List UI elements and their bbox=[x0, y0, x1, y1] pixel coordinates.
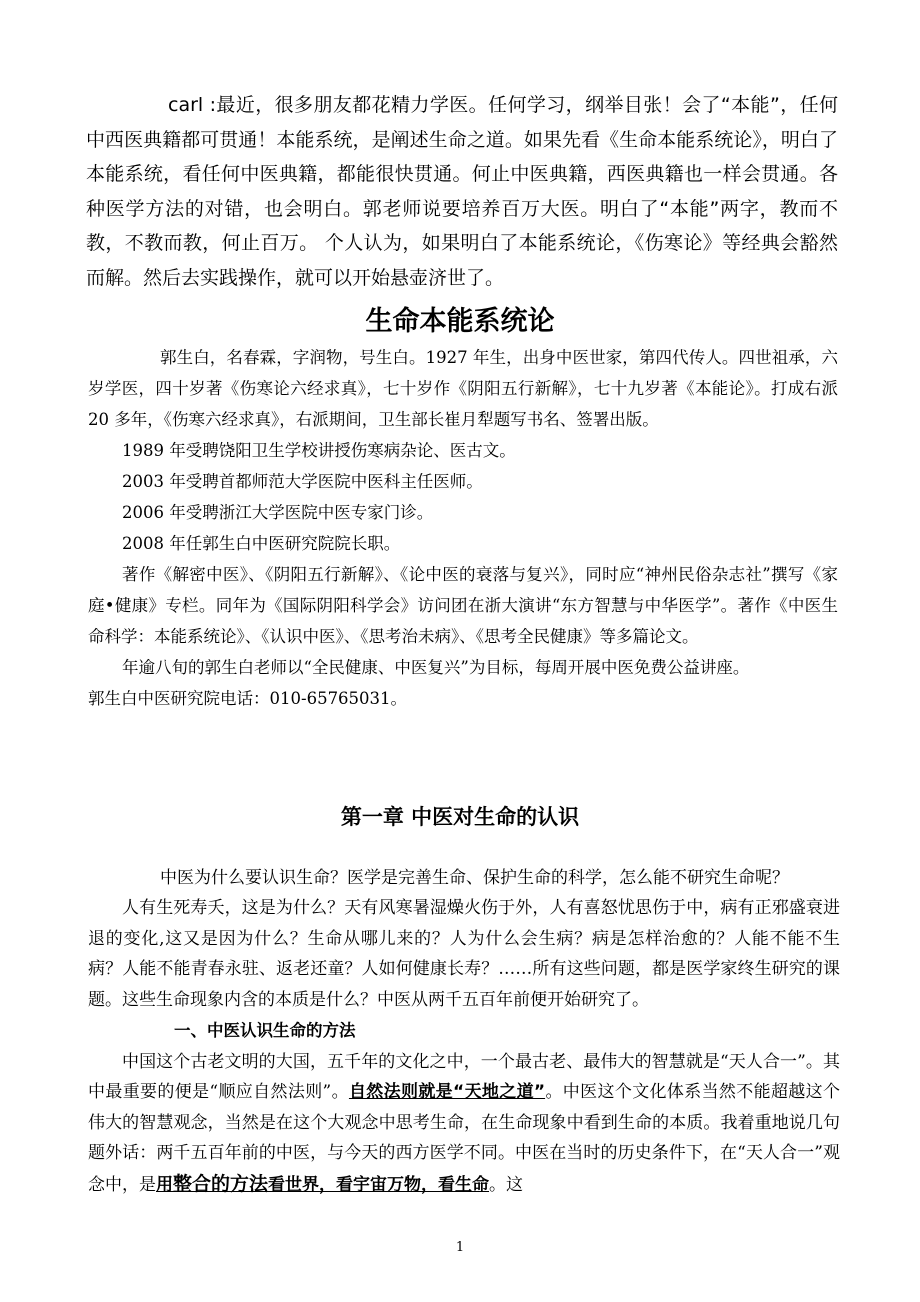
underlined-emphasis: 用 bbox=[156, 1174, 173, 1195]
underlined-emphasis-large: 整合的方法 bbox=[173, 1172, 269, 1195]
body-paragraph: 中医为什么要认识生命？医学是完善生命、保护生命的科学，怎么能不研究生命呢？ bbox=[160, 868, 789, 888]
page-number: 1 bbox=[455, 1240, 465, 1255]
text-run: 中国这个古老文明的大国，五千年的文化之中，一个最古老、最伟大的智慧就是“天人合一”。其中最重要的便是“顺应自然法则”。 bbox=[88, 1052, 840, 1103]
author-bio bbox=[88, 342, 838, 714]
bio-contact: 郭生白中医研究院电话：010-65765031。 bbox=[88, 689, 408, 708]
bio-paragraph: 2006 年受聘浙江大学医院中医专家门诊。 bbox=[122, 503, 434, 522]
underlined-emphasis: 看世界，看宇宙万物，看生命 bbox=[268, 1174, 490, 1195]
bio-paragraph: 著作《解密中医》、《阴阳五行新解》、《论中医的衰落与复兴》，同时应“神州民俗杂志社”撰写《家庭•健康》专栏。同年为《国际阴阳科学会》访问团在浙大演讲“东方智慧与中华医学”。著作《中医生命科学：本能系统论》、《认识中医》、《思考治未病》、《思考全民健康》等多篇论文。 bbox=[88, 565, 838, 646]
text-run: 。这 bbox=[489, 1174, 524, 1195]
bio-paragraph: 1989 年受聘饶阳卫生学校讲授伤寒病杂论、医古文。 bbox=[122, 441, 516, 460]
text-run: 。中医这个文化体系当然不能超越这个伟大的智慧观念，当然是在这个大观念中思考生命，在生命现象中看到生命的本质。我着重地说几句题外话：两千五百年前的中医，与今天的西方医学不同。中医在当时的历史条件下，在“天人合一”观念中，是 bbox=[88, 1082, 841, 1195]
section-heading: 一、中医认识生命的方法 bbox=[174, 1021, 356, 1041]
body-paragraph bbox=[88, 1047, 840, 1200]
bio-paragraph: 2008 年任郭生白中医研究院院长职。 bbox=[122, 534, 401, 553]
intro-paragraph: carl :最近，很多朋友都花精力学医。任何学习，纲举目张！会了“本能”，任何中西医典籍都可贯通！本能系统，是阐述生命之道。如果先看《生命本能系统论》，明白了本能系统，看任何中医典籍，都能很快贯通。何止中医典籍，西医典籍也一样会贯通。各种医学方法的对错，也会明白。郭老师说要培养百万大医。明白了“本能”两字，教而不教，不教而教，何止百万。 个人认为，如果明白了本能系统论，《伤寒论》等经典会豁然而解。然后去实践操作，就可以开始悬壶济世了。 bbox=[86, 94, 838, 289]
document-title: 生命本能系统论 bbox=[365, 306, 555, 337]
bio-paragraph: 年逾八旬的郭生白老师以“全民健康、中医复兴”为目标，每周开展中医免费公益讲座。 bbox=[122, 658, 750, 677]
body-paragraph: 人有生死寿夭，这是为什么？天有风寒暑湿燥火伤于外，人有喜怒忧思伤于中，病有正邪盛衰进退的变化,这又是因为什么？生命从哪儿来的？人为什么会生病？病是怎样治愈的？人能不能不生病？人能不能青春永驻、返老还童？人如何健康长寿？……所有这些问题，都是医学家终生研究的课题。这些生命现象内含的本质是什么？中医从两千五百年前便开始研究了。 bbox=[88, 898, 840, 1010]
chapter-body bbox=[88, 863, 840, 1200]
chapter-title: 第一章 中医对生命的认识 bbox=[340, 805, 580, 829]
bio-paragraph: 郭生白，名春霖，字润物，号生白。1927 年生，出身中医世家，第四代传人。四世祖承，六岁学医，四十岁著《伤寒论六经求真》，七十岁作《阴阳五行新解》，七十九岁著《本能论》。打成右派 20 多年，《伤寒六经求真》，右派期间，卫生部长崔月犁题写书名、签署出版。 bbox=[88, 348, 838, 429]
bio-paragraph: 2003 年受聘首都师范大学医院中医科主任医师。 bbox=[122, 472, 483, 491]
underlined-emphasis: 自然法则就是“天地之道” bbox=[348, 1082, 546, 1103]
